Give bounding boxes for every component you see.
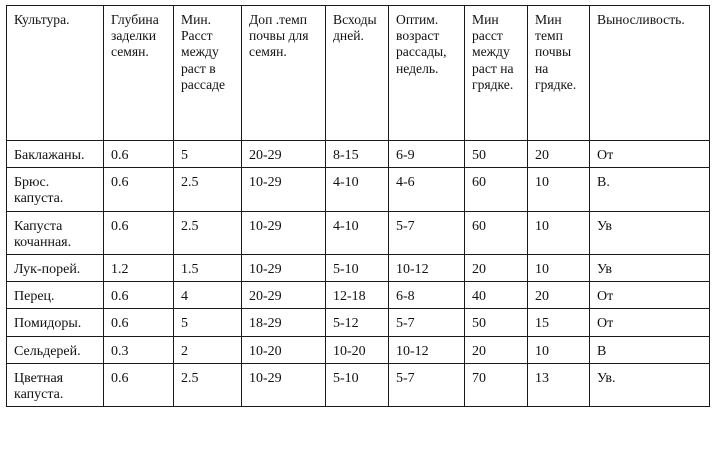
- cell-bed-spacing: 20: [465, 336, 528, 363]
- cell-bed-spacing: 40: [465, 282, 528, 309]
- cell-bed-soil-temp: 10: [528, 255, 590, 282]
- cell-hardiness: Ув: [590, 255, 710, 282]
- cell-bed-soil-temp: 10: [528, 336, 590, 363]
- cell-crop: Лук-порей.: [7, 255, 104, 282]
- cell-bed-spacing: 60: [465, 211, 528, 254]
- cell-seed-depth: 0.6: [104, 309, 174, 336]
- cell-seed-depth: 0.6: [104, 141, 174, 168]
- cell-soil-temp-seeds: 18-29: [242, 309, 326, 336]
- cell-germination-days: 10-20: [326, 336, 389, 363]
- cell-hardiness: Ув: [590, 211, 710, 254]
- cell-germination-days: 5-10: [326, 255, 389, 282]
- cell-soil-temp-seeds: 10-20: [242, 336, 326, 363]
- table-row: [7, 168, 710, 211]
- table-row: [7, 363, 710, 406]
- cell-bed-soil-temp: 10: [528, 211, 590, 254]
- cell-seedling-spacing: 2: [174, 336, 242, 363]
- table-row: [7, 255, 710, 282]
- cell-hardiness: От: [590, 309, 710, 336]
- cell-seedling-spacing: 2.5: [174, 168, 242, 211]
- cell-seed-depth: 0.6: [104, 168, 174, 211]
- header-seedling-spacing: Мин. Расст между раст в рассаде: [174, 6, 242, 141]
- cell-soil-temp-seeds: 20-29: [242, 282, 326, 309]
- header-seedling-age: Оптим. возраст рассады, недель.: [389, 6, 465, 141]
- cell-seed-depth: 1.2: [104, 255, 174, 282]
- cell-seed-depth: 0.6: [104, 282, 174, 309]
- cell-germination-days: 5-10: [326, 363, 389, 406]
- cell-seedling-spacing: 4: [174, 282, 242, 309]
- cell-seedling-age: 5-7: [389, 363, 465, 406]
- cell-crop: Брюс. капуста.: [7, 168, 104, 211]
- cell-seed-depth: 0.3: [104, 336, 174, 363]
- cell-seedling-age: 4-6: [389, 168, 465, 211]
- cell-bed-spacing: 20: [465, 255, 528, 282]
- cell-hardiness: В.: [590, 168, 710, 211]
- header-germination-days: Всходы дней.: [326, 6, 389, 141]
- cell-germination-days: 4-10: [326, 168, 389, 211]
- cell-seedling-age: 6-8: [389, 282, 465, 309]
- cell-seedling-spacing: 2.5: [174, 363, 242, 406]
- cell-crop: Перец.: [7, 282, 104, 309]
- cell-seedling-spacing: 1.5: [174, 255, 242, 282]
- cell-bed-soil-temp: 20: [528, 282, 590, 309]
- cell-hardiness: В: [590, 336, 710, 363]
- cell-seedling-age: 5-7: [389, 309, 465, 336]
- cell-germination-days: 12-18: [326, 282, 389, 309]
- header-hardiness: Выносливость.: [590, 6, 710, 141]
- cell-seed-depth: 0.6: [104, 211, 174, 254]
- header-bed-spacing: Мин расст между раст на грядке.: [465, 6, 528, 141]
- cell-crop: Капуста кочанная.: [7, 211, 104, 254]
- table-row: [7, 211, 710, 254]
- cell-bed-spacing: 50: [465, 141, 528, 168]
- table-row: [7, 336, 710, 363]
- cell-bed-spacing: 50: [465, 309, 528, 336]
- cell-bed-spacing: 70: [465, 363, 528, 406]
- cell-bed-soil-temp: 13: [528, 363, 590, 406]
- cell-crop: Сельдерей.: [7, 336, 104, 363]
- cell-seedling-age: 10-12: [389, 336, 465, 363]
- cell-soil-temp-seeds: 10-29: [242, 363, 326, 406]
- table-row: [7, 282, 710, 309]
- header-crop: Культура.: [7, 6, 104, 141]
- table-row: [7, 141, 710, 168]
- cell-seedling-age: 6-9: [389, 141, 465, 168]
- header-bed-soil-temp: Мин темп почвы на грядке.: [528, 6, 590, 141]
- cell-soil-temp-seeds: 20-29: [242, 141, 326, 168]
- cell-crop: Баклажаны.: [7, 141, 104, 168]
- cell-seedling-spacing: 2.5: [174, 211, 242, 254]
- cell-bed-spacing: 60: [465, 168, 528, 211]
- cell-seed-depth: 0.6: [104, 363, 174, 406]
- table-row: [7, 309, 710, 336]
- cell-germination-days: 5-12: [326, 309, 389, 336]
- cell-crop: Цветная капуста.: [7, 363, 104, 406]
- cell-germination-days: 4-10: [326, 211, 389, 254]
- cell-soil-temp-seeds: 10-29: [242, 255, 326, 282]
- cell-bed-soil-temp: 10: [528, 168, 590, 211]
- header-seed-depth: Глубина заделки семян.: [104, 6, 174, 141]
- cell-seedling-spacing: 5: [174, 309, 242, 336]
- cell-germination-days: 8-15: [326, 141, 389, 168]
- cell-hardiness: Ув.: [590, 363, 710, 406]
- cell-bed-soil-temp: 15: [528, 309, 590, 336]
- cell-soil-temp-seeds: 10-29: [242, 168, 326, 211]
- cell-seedling-spacing: 5: [174, 141, 242, 168]
- cell-hardiness: От: [590, 141, 710, 168]
- cell-seedling-age: 10-12: [389, 255, 465, 282]
- cell-soil-temp-seeds: 10-29: [242, 211, 326, 254]
- cell-crop: Помидоры.: [7, 309, 104, 336]
- cell-bed-soil-temp: 20: [528, 141, 590, 168]
- cell-hardiness: От: [590, 282, 710, 309]
- crop-table: [6, 5, 710, 407]
- cell-seedling-age: 5-7: [389, 211, 465, 254]
- header-row: [7, 6, 710, 141]
- header-soil-temp-seeds: Доп .темп почвы для семян.: [242, 6, 326, 141]
